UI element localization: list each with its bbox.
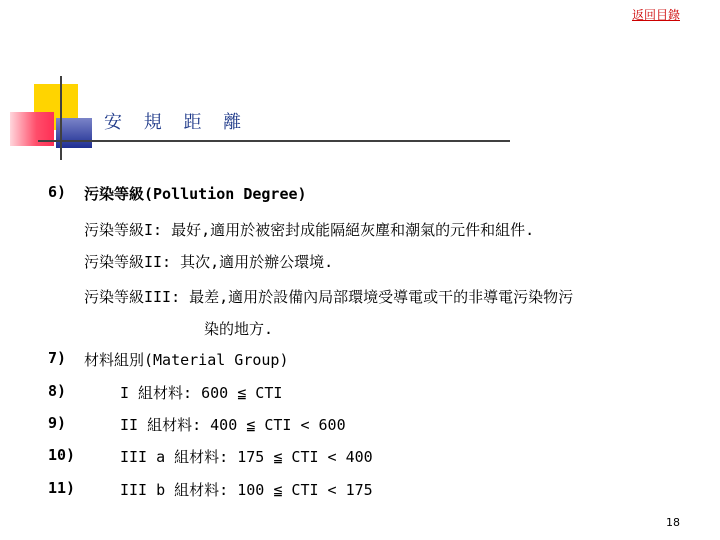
item-number-9: 9) [48,414,67,432]
material-group-3b: III b 組材料: 100 ≦ CTI < 175 [120,481,373,499]
material-group-2: II 組材料: 400 ≦ CTI < 600 [120,416,346,434]
material-group-heading: 材料組別(Material Group) [84,351,289,369]
item-number-7: 7) [48,349,67,367]
material-group-3a: III a 組材料: 175 ≦ CTI < 400 [120,448,373,466]
item-number-8: 8) [48,382,67,400]
pollution-degree-heading: 污染等級(Pollution Degree) [84,185,307,203]
item-number-6: 6) [48,183,67,201]
pollution-level-2: 污染等級II: 其次,適用於辦公環境. [84,253,334,271]
pollution-level-1: 污染等級I: 最好,適用於被密封成能隔絕灰塵和潮氣的元件和組件. [84,221,535,239]
item-number-11: 11) [48,479,76,497]
page-number: 18 [666,516,680,529]
slide-title: 安 規 距 離 [104,112,250,133]
item-number-10: 10) [48,446,76,464]
material-group-1: I 組材料: 600 ≦ CTI [120,384,283,402]
pollution-level-3-continued: 染的地方. [204,320,274,338]
back-to-contents-link[interactable]: 返回目錄 [631,8,680,22]
pollution-level-3: 污染等級III: 最差,適用於設備內局部環境受導電或干的非導電污染物污 [84,288,574,306]
